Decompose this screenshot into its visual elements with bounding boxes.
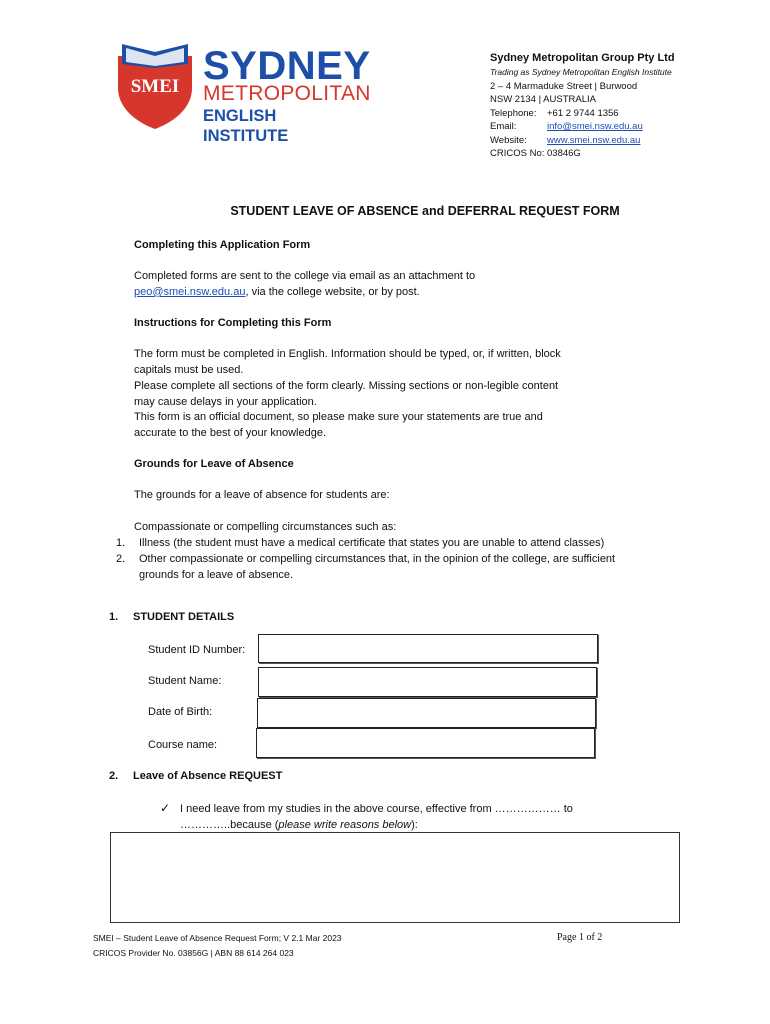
- grounds-item-text-cont: grounds for a leave of absence.: [139, 569, 294, 581]
- reasons-textarea[interactable]: [110, 832, 680, 923]
- completing-line2-rest: , via the college website, or by post.: [245, 286, 420, 298]
- address-line1: 2 – 4 Marmaduke Street | Burwood: [490, 80, 638, 92]
- grounds-heading: Grounds for Leave of Absence: [134, 458, 294, 470]
- dob-label: Date of Birth:: [148, 706, 213, 718]
- section1-number: 1.: [109, 611, 119, 623]
- email-label: Email:: [490, 121, 517, 132]
- cricos-label: CRICOS No:: [490, 148, 545, 159]
- company-name: Sydney Metropolitan Group Pty Ltd: [490, 52, 675, 64]
- telephone-value: +61 2 9744 1356: [547, 107, 619, 119]
- email-link[interactable]: info@smei.nsw.edu.au: [547, 121, 643, 132]
- instruction-line: may cause delays in your application.: [134, 396, 317, 408]
- leave-request-line1: I need leave from my studies in the above course, effective from ……………… to: [180, 803, 573, 815]
- line2-part-b: ):: [411, 819, 418, 831]
- page-number: Page 1 of 2: [557, 932, 603, 943]
- section2-number: 2.: [109, 770, 119, 782]
- grounds-intro: The grounds for a leave of absence for students are:: [134, 489, 390, 501]
- logo: [116, 42, 371, 145]
- website-row: [490, 134, 690, 148]
- form-title: STUDENT LEAVE OF ABSENCE and DEFERRAL REQUEST FORM: [230, 204, 620, 218]
- section2-heading: Leave of Absence REQUEST: [133, 770, 283, 782]
- line2-italic: please write reasons below: [278, 819, 412, 831]
- peo-email-link[interactable]: peo@smei.nsw.edu.au: [134, 286, 246, 298]
- contact-block: [490, 51, 690, 161]
- logo-line1: SYDNEY: [203, 44, 371, 88]
- instruction-line: The form must be completed in English. Information should be typed, or, if written, block: [134, 348, 561, 360]
- line2-part-a: …………..because (: [180, 819, 279, 831]
- dob-input[interactable]: [257, 698, 596, 728]
- telephone-row: [490, 107, 690, 121]
- footer-provider: CRICOS Provider No. 03856G | ABN 88 614 264 023: [93, 948, 294, 958]
- grounds-compassionate: Compassionate or compelling circumstances such as:: [134, 521, 397, 533]
- instruction-line: capitals must be used.: [134, 364, 244, 376]
- instruction-line: accurate to the best of your knowledge.: [134, 427, 327, 439]
- trading-as: Trading as Sydney Metropolitan English Institute: [490, 67, 672, 77]
- leave-request-line2: [180, 817, 418, 833]
- completing-line1: Completed forms are sent to the college via email as an attachment to: [134, 270, 476, 282]
- instruction-line: Please complete all sections of the form clearly. Missing sections or non-legible content: [134, 380, 559, 392]
- address-line2: NSW 2134 | AUSTRALIA: [490, 94, 596, 105]
- student-id-label: Student ID Number:: [148, 644, 246, 656]
- cricos-value: 03846G: [547, 148, 581, 159]
- footer-form-version: SMEI – Student Leave of Absence Request Form; V 2.1 Mar 2023: [93, 933, 342, 943]
- cricos-row: [490, 147, 690, 161]
- checkmark-icon: ✓: [160, 801, 171, 815]
- email-row: [490, 120, 690, 134]
- website-link[interactable]: www.smei.nsw.edu.au: [547, 134, 641, 146]
- logo-line3: ENGLISH INSTITUTE: [203, 107, 289, 145]
- course-name-input[interactable]: [256, 728, 595, 758]
- completing-heading: Completing this Application Form: [134, 239, 311, 251]
- instructions-heading: Instructions for Completing this Form: [134, 317, 332, 329]
- student-name-input[interactable]: [258, 667, 597, 697]
- logo-badge-text: SMEI: [130, 76, 180, 97]
- telephone-label: Telephone:: [490, 107, 537, 119]
- grounds-item-num: 1.: [116, 537, 126, 549]
- student-name-label: Student Name:: [148, 675, 222, 687]
- logo-line2: METROPOLITAN: [203, 82, 371, 105]
- grounds-item-text: Other compassionate or compelling circumstances that, in the opinion of the college, are sufficient: [139, 553, 616, 565]
- website-label: Website:: [490, 134, 527, 146]
- completing-line2: [134, 284, 420, 300]
- course-name-label: Course name:: [148, 739, 218, 751]
- grounds-item-text: Illness (the student must have a medical certificate that states you are unable to attend classes): [139, 537, 605, 549]
- grounds-item-num: 2.: [116, 553, 126, 565]
- instruction-line: This form is an official document, so please make sure your statements are true and: [134, 411, 543, 423]
- student-id-input[interactable]: [258, 634, 598, 663]
- section1-heading: STUDENT DETAILS: [133, 611, 235, 623]
